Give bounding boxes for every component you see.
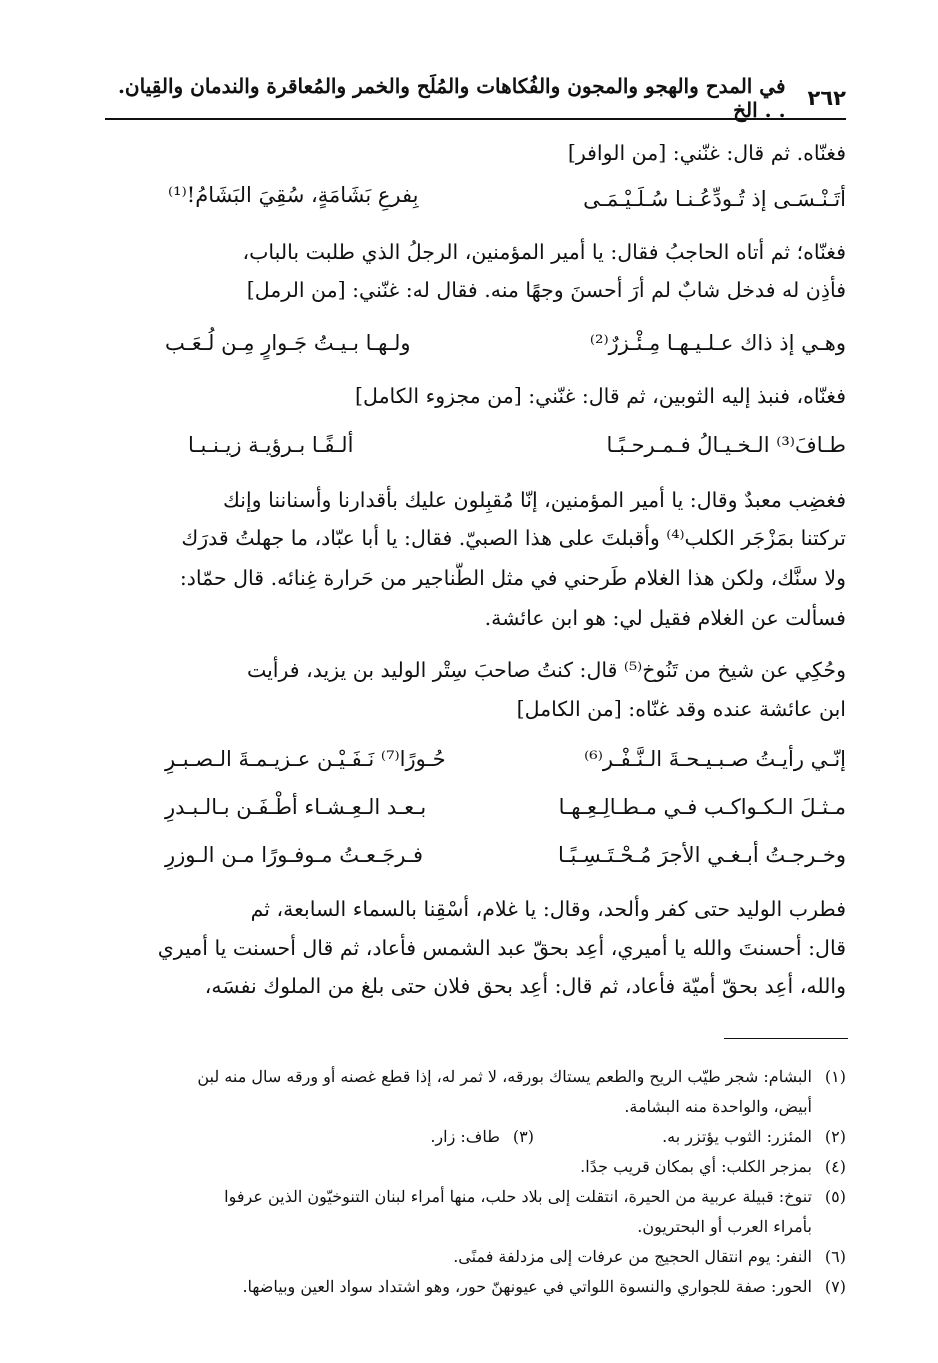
footnote-continuation: أبيض، والواحدة منه البشامة. (624, 1097, 812, 1116)
paragraph-line: والله، أعِد بحقّ أميّة فأعاد، ثم قال: أعِد بحق فلان حتى بلغ من الملوك نفسَه، (204, 974, 846, 998)
footnote-text: بمزجر الكلب: أي بمكان قريب جدًا. (580, 1157, 812, 1176)
footnote (100, 1154, 846, 1180)
footnote-text: طاف: زار. (430, 1127, 500, 1146)
footnote-text: الحور: صفة للجواري والنسوة اللواتي في عيونهنّ حور، وهو اشتداد سواد العين وبياضها. (242, 1277, 812, 1296)
verse-first-hemistich: إنّـي رأيـتُ صـبـيـحـةَ الـنَّـفْـر⁽⁶⁾ (584, 747, 846, 771)
paragraph-line: فغنّاه. ثم قال: غنّني: [من الوافر] (567, 141, 846, 165)
footnote-text: النفر: يوم انتقال الحجيج من عرفات إلى مزدلفة فمنًى. (453, 1247, 812, 1266)
paragraph-line: تركتنا بمَزْجَر الكلب⁽⁴⁾ وأقبلتَ على هذا الصبيّ. فقال: يا أبا عبّاد، ما جهلتُ قدرَك (181, 526, 846, 550)
verse-first-hemistich: أتَـنْـسَـى إذ تُـودِّعُـنـا سُـلَـيْـمَـى (583, 187, 846, 211)
paragraph-line: فغنّاه؛ ثم أتاه الحاجبُ فقال: يا أمير المؤمنين، الرجلُ الذي طلبت بالباب، (242, 240, 846, 264)
footnote-continuation: بأمراء العرب أو البحتريون. (637, 1217, 812, 1236)
footnote-text: البشام: شجر طيّب الريح والطعم يستاك بورقه، لا ثمر له، إذا قطع غصنه أو ورقه سال منه لبن (197, 1067, 812, 1086)
verse-second-hemistich: ولـهـا بـيـتُ جَـوارٍ مِـن لُـعَـب (165, 331, 411, 355)
footnote-number: (٣) (512, 1127, 534, 1146)
footnote-number: (٧) (824, 1277, 846, 1296)
paragraph-line: وحُكِي عن شيخ من تَنُوخ⁽⁵⁾ قال: كنتُ صاحبَ سِتْر الوليد بن يزيد، فرأيت (246, 658, 846, 682)
footnote-number: (٥) (824, 1187, 846, 1206)
verse-first-hemistich: وهـي إذ ذاك عـلـيـهـا مِـئْـزرٌ⁽²⁾ (589, 331, 846, 355)
verse-first-hemistich: طـافَ⁽³⁾ الـخـيـالُ فـمـرحـبًـا (606, 433, 846, 457)
verse-second-hemistich: بـعـد الـعِـشـاء أطْـفَـن بـالـبـدرِ (165, 795, 427, 819)
verse-second-hemistich: ألـفًـا بـرؤيـة زيـنـبـا (188, 433, 354, 457)
verse-second-hemistich: بِفرعِ بَشَامَةٍ، سُقِيَ البَشَامُ!⁽¹⁾ (168, 183, 419, 207)
verse-first-hemistich: مـثـلَ الـكـواكـب فـي مـطـالِـعِـهـا (558, 795, 846, 819)
footnote-number: (٦) (824, 1247, 846, 1266)
footnote (100, 1274, 846, 1300)
footnote-text: تنوخ: قبيلة عربية من الحيرة، انتقلت إلى بلاد حلب، منها أمراء لبنان التنوخيّون الذين عرفوا (224, 1187, 812, 1206)
verse-second-hemistich: حُـورًا⁽⁷⁾ نَـفَـيْـن عـزيـمـةَ الـصـبـرِ (165, 747, 446, 771)
running-title: في المدح والهجو والمجون والفُكاهات والمُلَح والخمر والمُعاقرة والندمان والقِيان. . . الخ (117, 74, 786, 122)
page-number: ٢٦٢ (807, 86, 846, 110)
paragraph-line: ابن عائشة عنده وقد غنّاه: [من الكامل] (516, 697, 846, 721)
verse-second-hemistich: فـرجَـعـتُ مـوفـورًا مـن الـوزرِ (165, 843, 424, 867)
footnote (100, 1184, 846, 1210)
header-rule (105, 118, 846, 120)
paragraph-line: فأذِن له فدخل شابٌ لم أرَ أحسنَ وجهًا منه. فقال له: غنّني: [من الرمل] (246, 278, 846, 302)
footnote-number: (٢) (824, 1127, 846, 1146)
footnote-number: (١) (824, 1067, 846, 1086)
paragraph-line: فسألت عن الغلام فقيل لي: هو ابن عائشة. (484, 606, 846, 630)
paragraph-line: ولا سنَّك، ولكن هذا الغلام طَرحني في مثل الطَّناجير من حَرارة غِنائه. قال حمّاد: (179, 566, 846, 590)
footnote (100, 1244, 846, 1270)
footnote-separator (724, 1038, 848, 1039)
verse-first-hemistich: وخـرجـتُ أبـغـي الأجرَ مُـحْـتَـسِـبًـا (557, 843, 846, 867)
paragraph-line: فغنّاه، فنبذ إليه الثوبين، ثم قال: غنّني: [من مجزوء الكامل] (355, 384, 846, 408)
footnote-row (100, 1124, 846, 1150)
footnote (100, 1064, 846, 1090)
paragraph-line: فطرب الوليد حتى كفر وألحد، وقال: يا غلام، أسْقِنا بالسماء السابعة، ثم (250, 897, 846, 921)
footnote-text: المئزر: الثوب يؤتزر به. (662, 1127, 812, 1146)
running-header (108, 74, 846, 122)
paragraph-line: قال: أحسنتَ والله يا أميري، أعِد بحقّ عبد الشمس فأعاد، ثم قال أحسنت يا أميري (157, 936, 846, 960)
paragraph-line: فغضِب معبدٌ وقال: يا أمير المؤمنين، إنّا مُقبِلون عليك بأقدارنا وأسناننا وإنك (223, 488, 846, 512)
footnote-number: (٤) (824, 1157, 846, 1176)
